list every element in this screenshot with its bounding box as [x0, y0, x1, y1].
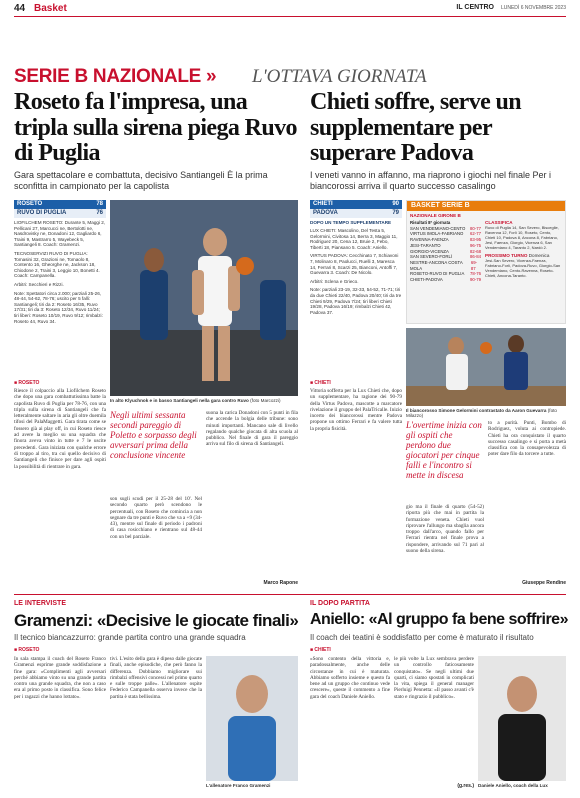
result-score: 96-75 — [470, 242, 482, 248]
standings-box — [406, 200, 566, 324]
result-score: 78-76 — [470, 271, 482, 277]
left-deck: Gara spettacolare e combattuta, decisivo Santiangeli È la prima sconfitta in campionato per la capolista — [14, 170, 268, 191]
right-col3: to a purità. Punti, Bombo di Rodriguez, voluta ai contropiede. Chieti ha ora conquistato il quarto successo casalingo e si porta a metà classifica con la consapevolezza di poter dare filo da torcere a tutte. — [488, 420, 566, 458]
right-col1: Vittoria sofferta per la Lux Chieti che, dopo un supplementare, ha ragione dei 90-79 della Virtus Padova, mascotte a marcatore rivelazione il gruppo del PalaTricalle. Inizio incerto dei biancorossi mentre Padova propone un ottimo Ferrari e fa valere tutta la propria fisicità. — [310, 388, 402, 432]
header-rule — [14, 16, 566, 17]
class-title: CLASSIFICA — [485, 220, 513, 225]
result-match: ROSETO-RUVO DI PUGLIA — [410, 271, 465, 277]
lower-rule — [14, 594, 566, 595]
gramenzi-deck: Il tecnico biancazzurro: grande partita contro una grande squadra — [14, 633, 246, 642]
results-title: Risultati 8ª giornata — [410, 220, 451, 225]
result-match: VIRTUS IMOLA-FABRIANO — [410, 231, 464, 237]
left-photo — [110, 200, 298, 396]
page-number: 44 — [14, 3, 26, 14]
right-deck: I veneti vanno in affanno, ma riaprono i giochi nel finale Per i biancorossi arriva il quarto successo casalingo — [310, 170, 551, 191]
score-away: RUVO DI PUGLIA 76 — [14, 209, 106, 218]
interviews-kicker: LE INTERVISTE — [14, 600, 66, 607]
issue-date: LUNEDÌ 6 NOVEMBRE 2023 — [500, 5, 566, 11]
overtime-note: DOPO UN TEMPO SUPPLEMENTARE — [310, 220, 392, 225]
result-score: 80-77 — [470, 225, 482, 231]
result-match: JESI-TARANTO — [410, 242, 441, 248]
right-headline: Chieti soffre, serve un supplementare per superare Padova — [310, 89, 522, 166]
round-kicker: L'OTTAVA GIORNATA — [252, 66, 427, 87]
score-away-right: PADOVA 79 — [310, 209, 402, 218]
aniello-col2: le più volte la Lux sembrava perdere un controllo faticosamente conquistato». Se negli ultimi due quarti, ci siamo spostati in complicati la vita, spiega il general manager Pierluigi Pennetta: «Il passo avanti c'è stato e ringrazio il pubblico». — [394, 656, 474, 700]
left-col2: son sugli scudi per il 25-28 del 10'. Nel secondo quarto però scendono le percentuali, con Roseto che comincia a non segnare da tre punti e Ruvo che va a +9 (34-43), mentre sul finale di periodo i padroni di casa rosicchiano e rientrano sul 48-44 con un bel parziale. — [110, 496, 202, 540]
results-list — [410, 226, 481, 283]
gramenzi-byline-tag: ■ ROSETO — [14, 647, 40, 653]
left-col3: suona la carica Donadoni con 5 punti in fila che accende la bolgia delle tribune: sono minuti importanti. Mancano sale di livello regalando qualche giocata di alta scuola al pubblico. Nel finale di gara il pareggio arriva sul filo di sirena di Santiangeli. — [206, 410, 298, 448]
gramenzi-photo — [206, 656, 298, 781]
newspaper-name: IL CENTRO — [456, 4, 494, 11]
postgame-kicker: IL DOPO PARTITA — [310, 600, 370, 607]
standings-subheader: NAZIONALE GIRONE B — [410, 213, 461, 218]
result-match: SAN VENDEMIANO-CENTO — [410, 225, 466, 231]
left-pullquote: Negli ultimi sessanta secondi pareggio di Poletto e sorpasso degli avversari prima della conclusione vincente — [110, 410, 197, 460]
gramenzi-headline: Gramenzi: «Decisive le giocate finali» — [14, 611, 299, 630]
aniello-col1: «Sono contento della vittoria e, paradossalmente, anche delle circostanze in cui è maturata. Abbiamo sofferto insieme e questo fa bene ad un gruppo che continuo vede crescere», queste il commento a fine gara del coach Daniele Aniello. — [310, 656, 390, 700]
left-col1: Riesce il colpaccio alla Liofilchem Roseto che dopo una gara combattutissima batte la capolista Ruvo di Puglia per 78-76, con una tripla sulla sirena di Santiangeli che fa letteralmente saltare in aria gli oltre duemila tifosi del PalaMaggetti. Gara tirata come se fossero già ai play off, in cui Roseto riesce ad avere la meglio su una squadra che finora aveva vinto in tutte e 7 le uscite precedenti. Gara iniziata con qualche errore di troppo al tiro, tra cui quello decisivo di Santiangeli che finisce per dare agli ospiti la possibilità di rientrare in gara. — [14, 388, 106, 470]
result-row — [410, 260, 481, 271]
result-match: GIORGIO-VICENZA — [410, 248, 449, 254]
standings-header: BASKET SERIE B — [407, 201, 565, 211]
result-score: 86-84 — [470, 254, 482, 260]
gramenzi-col2: tivi. L'esito della gara è dipeso dalle giocate finali, anche episodiche, che però fanno la differenza. Dobbiamo migliorare sui rimbalzi offensivi concessi nel primo quarto e sulle troppe palle». L'allenatore ospite Federico Campanella osserva invece che la partita è stata bellissima. — [110, 656, 202, 700]
right-scorebox-text: LUX CHIETI: Mascolino, Del Testa 5, Gelormini, Civitosa 14, Berra 3, Maggio 11, Rodriguez 20, Cena 12, Bruie 2, Febo, Tiberti 18, Piansano 5. Coach: Aniello. VIRTUS PADOVA: Cecchinato 7, Schiavoni 7, Molinaro 8, Paolucci, Ruelli 3, Maresca 14, Ferrari 8, Scarzi 25, Bianconi, Antoffi 7, Guevarra 3. Coach: De Nicolo. Arbitri: Sclena e Grieco. Note: parziali 23-19, 32-33, 54-52, 71-71; tiri da due Chieti 22/40, Padova 20/40; tiri da tre Chieti 9/29, Padova 7/24; tiri liberi Chieti 19/28, Padova 16/19; rimbalzi Chieti 42, Padova 37. — [310, 228, 402, 315]
section-name: Basket — [34, 3, 67, 14]
result-score: 62-77 — [470, 231, 482, 237]
left-byline-tag: ■ ROSETO — [14, 380, 40, 386]
result-match: CHIETI-PADOVA — [410, 277, 443, 283]
gramenzi-col1: In sala stampa il coach del Roseto Franco Gramenzi esprime grande soddisfazione a fine gara: «Complimenti agli avversari perché abbiamo vinto su una grande partita contro una grande squadra, che non a caso era al primo posto in classifica. Sono felice per i ragazzi che hanno lottato». — [14, 656, 106, 700]
right-pullquote: L'overtime inizia con gli ospiti che perdono due giocatori per cinque falli e l'incontro si mette in discesa — [406, 420, 482, 480]
left-headline: Roseto fa l'impresa, una tripla sulla sirena piega Ruvo di Puglia — [14, 89, 297, 166]
league-kicker: SERIE B NAZIONALE » — [14, 66, 217, 87]
right-photo — [406, 328, 566, 406]
result-score: 82-68 — [470, 248, 482, 254]
result-match: RAVENNA-FAENZA — [410, 237, 449, 243]
score-home-right: CHIETI 90 — [310, 200, 402, 209]
result-row — [410, 277, 481, 283]
aniello-byline-tag: ■ CHIETI — [310, 647, 331, 653]
page-header — [0, 0, 580, 16]
aniello-caption: Daniele Aniello, coach della Lux — [478, 783, 548, 788]
class-text: Ruvo di Puglia 14, San Severo, Bisceglie, Ravenna 12, Forlì 10, Roseto, Cento, Chieti 10, Padova 8, Ancona 8, Fabriano, Jesi, Faenza, Giorgio, Vicenza 6, San Vendemiano 4, Taranto 2, Nardò 2. — [485, 225, 559, 250]
left-photo-caption: In alto Klyuchnok e in basso Santiangeli nella gara contro Ruvo (foto Marcozzi) — [110, 398, 281, 403]
result-score: 83-95 — [470, 237, 482, 243]
aniello-signature: (g.res.) — [457, 783, 474, 789]
aniello-deck: Il coach dei teatini è soddisfatto per come è maturato il risultato — [310, 633, 534, 642]
result-score: 90-79 — [470, 277, 482, 283]
left-signature: Marco Rapone — [263, 580, 298, 586]
right-col2: gio ma il finale di quarto (54-52) riporta più che mai in partita la formazione veneta. Chieti vuol riprovare l'allungo ma sbaglia ancora troppo dall'arco, quando fallo per Ferrari rientra nel finale prova a rispondere, arrivando sul 71 pari al suono della sirena. — [406, 504, 484, 555]
aniello-photo — [478, 656, 566, 781]
score-home: ROSETO 78 — [14, 200, 106, 209]
result-match: NESTRE-ANCONA COSTA MOLA — [410, 259, 463, 271]
next-title: PROSSIMO TURNO Domenica — [485, 253, 550, 258]
next-text: Jesi-San Severo, Vicenza-Faenza, Fabriano-Forlì, Padova-Ruvo, Giorgio-San Vendemiano, Cento-Ravenna, Roseto-Chieti, Ancona-Taranto. — [485, 258, 561, 278]
result-match: SAN SEVERO-FORLÌ — [410, 254, 453, 260]
result-score: 69-87 — [470, 259, 478, 271]
right-byline-tag: ■ CHIETI — [310, 380, 331, 386]
aniello-headline: Aniello: «Al gruppo fa bene soffrire» — [310, 611, 568, 628]
right-signature: Giuseppe Rendine — [522, 580, 566, 586]
left-scorebox-text: LIOFILCHEM ROSETO: Durante 5, Maggi 2, Pellicani 27, Marcucci ne, Bertolotti ne, Nasdrovisky ne, Donadoni 12, Gagliardo 6, Traini 9, Mastrarro 5, Wayebeck 5, Santiangeli 8. Coach: Gramenzi. TECNOSERVIZI RUVO DI PUGLIA: Tomasini 32, Grazioni ne, Tomaolo 8, Contento 16, Gheorghe ne, Jackson 18, Chiodone 2, Traini 3, Leggio 10, Bonetti 4. Coach: Campanella. Arbitri: Secchieri e Rizzi. Note: Spettatori circa 2.000; parziali 25-26, 48-44, 54-62, 78-76; uscito per 5 falli: Santiangeli; tiri da 2: Roseto 16/35, Ruvo 17/31; tiri da 3: Roseto 12/34, Ruvo 11/24; tiri liberi: Roseto 10/19, Ruvo 9/12; rimbalzi: Roseto 44, Ruvo 34. — [14, 220, 106, 324]
gramenzi-caption: L'allenatore Franco Gramenzi — [206, 783, 271, 788]
right-photo-caption: Il biancorosso Simone Gelormini contrastato da Aaron Guevarra (foto Milazzo) — [406, 408, 557, 418]
